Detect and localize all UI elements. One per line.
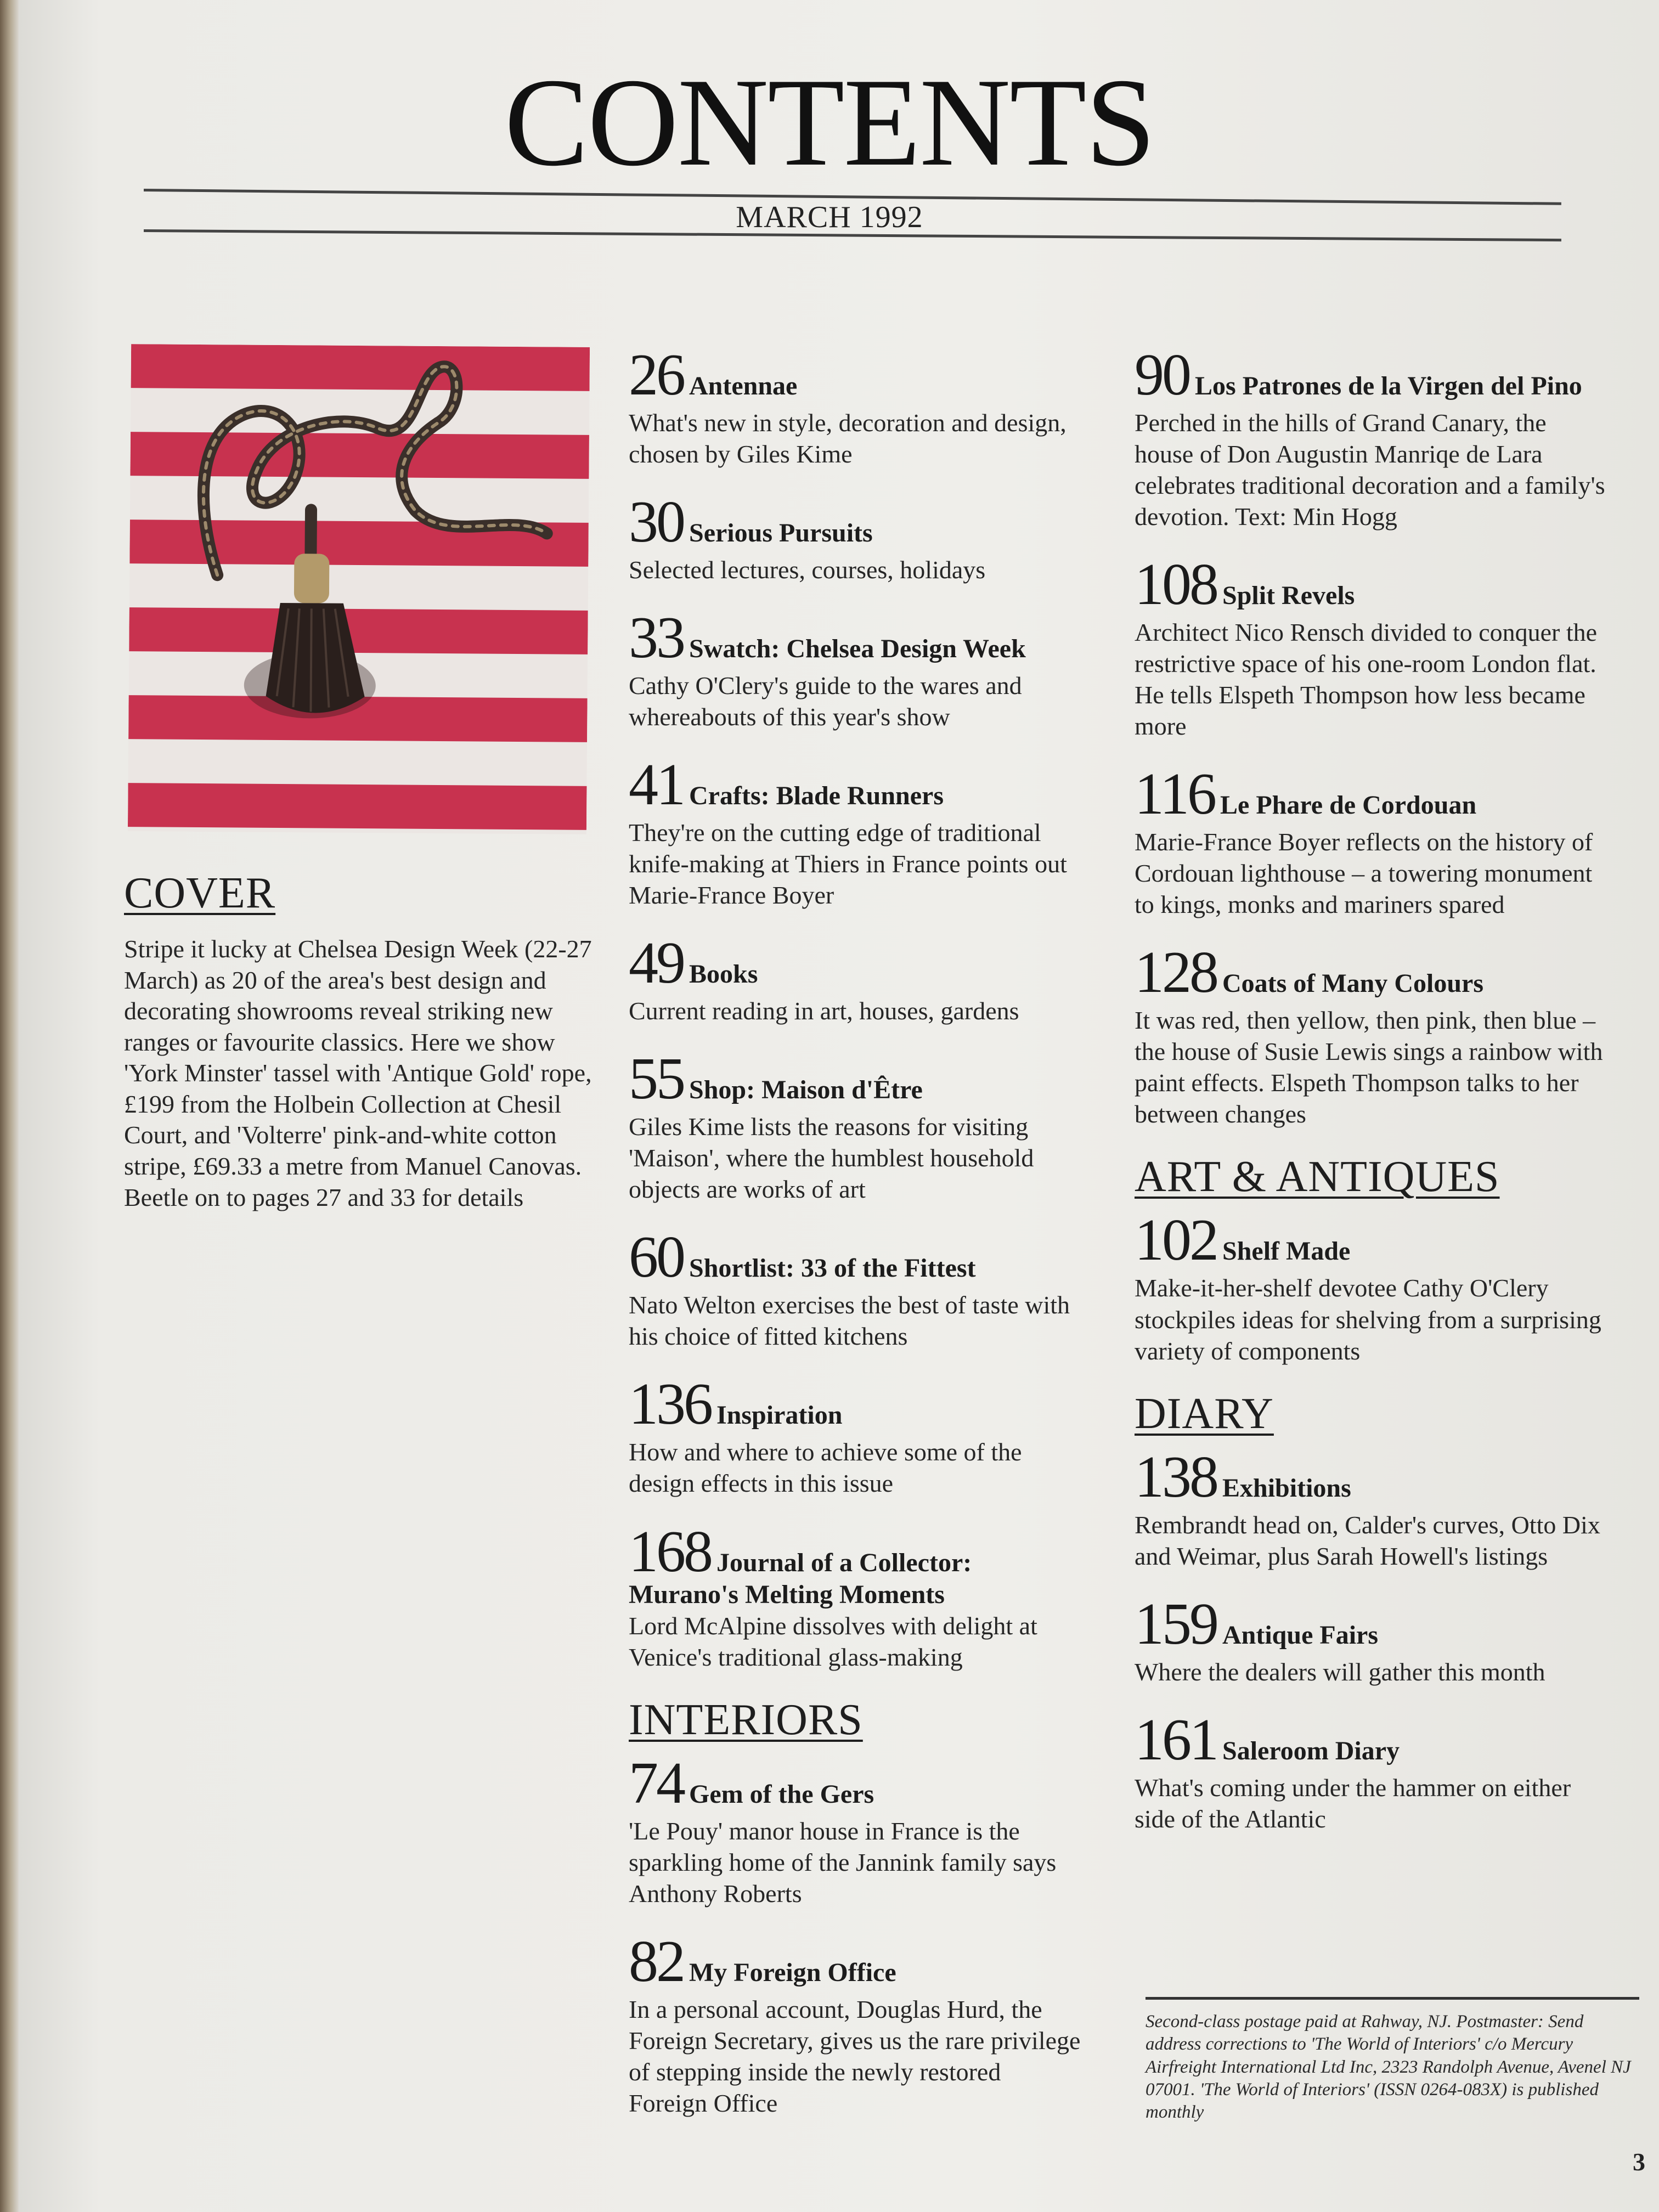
- page-number-ref: 33: [629, 605, 684, 671]
- entry-description: 'Le Pouy' manor house in France is the sparkling home of the Jannink family says Anthony Roberts: [629, 1816, 1057, 1908]
- page-number-ref: 136: [629, 1372, 711, 1437]
- entry-heading: [629, 1046, 1084, 1112]
- contents-entry: [629, 1224, 1084, 1352]
- entry-title: Antique Fairs: [1222, 1620, 1379, 1650]
- contents-entry: [629, 342, 1084, 470]
- postage-footnote: Second-class postage paid at Rahway, NJ. Postmaster: Send address corrections to 'The World of Interiors' c/o Mercury Airfreight International Ltd Inc, 2323 Randolph Avenue, Avenel NJ 07001. 'The World of Interiors' (ISSN 0264-083X) is published monthly: [1146, 1997, 1639, 2124]
- entry-description: Where the dealers will gather this month: [1135, 1657, 1545, 1686]
- contents-entry: [1135, 1444, 1606, 1572]
- entry-title: Books: [689, 960, 758, 989]
- entry-title: Shortlist: 33 of the Fittest: [689, 1254, 976, 1283]
- entry-title: Coats of Many Colours: [1222, 969, 1483, 998]
- entry-description: Giles Kime lists the reasons for visiting 'Maison', where the humblest household objects are works of art: [629, 1113, 1034, 1204]
- entry-title: Journal of a Collector: Murano's Melting Moments: [629, 1548, 972, 1609]
- entry-description: Selected lectures, courses, holidays: [629, 556, 986, 584]
- page-spine: [0, 0, 19, 2212]
- page-number-ref: 26: [629, 342, 684, 408]
- entry-heading: [629, 489, 1084, 555]
- red-stripe: [129, 607, 588, 654]
- contents-entry: [629, 489, 1084, 585]
- contents-entry: [629, 1519, 1084, 1673]
- contents-entry: [1135, 1591, 1606, 1688]
- entry-title: Swatch: Chelsea Design Week: [689, 634, 1026, 664]
- entry-description: Nato Welton exercises the best of taste with his choice of fitted kitchens: [629, 1291, 1070, 1351]
- page-number: 3: [1633, 2148, 1645, 2176]
- houses-list: [1135, 342, 1606, 1130]
- entry-description: Cathy O'Clery's guide to the wares and whereabouts of this year's show: [629, 672, 1022, 731]
- entry-title: Crafts: Blade Runners: [689, 781, 944, 811]
- page-number-ref: 102: [1135, 1207, 1217, 1273]
- entry-heading: [629, 1372, 1084, 1437]
- page-number-ref: 30: [629, 489, 684, 555]
- diary-heading: DIARY: [1135, 1389, 1274, 1438]
- entry-heading: [629, 752, 1084, 818]
- contents-column-2: [629, 342, 1084, 2142]
- page-title: CONTENTS: [504, 52, 1155, 192]
- entry-title: Shelf Made: [1222, 1237, 1351, 1266]
- entry-heading: [629, 605, 1084, 671]
- contents-entry: [629, 1928, 1084, 2119]
- entry-description: What's coming under the hammer on either side of the Atlantic: [1135, 1773, 1571, 1833]
- diary-list: [1135, 1444, 1606, 1835]
- entry-title: Exhibitions: [1222, 1473, 1351, 1503]
- contents-entry: [629, 752, 1084, 911]
- entry-description: Rembrandt head on, Calder's curves, Otto Dix and Weimar, plus Sarah Howell's listings: [1135, 1510, 1600, 1570]
- page-number-ref: 138: [1135, 1444, 1217, 1510]
- contents-column-3: [1135, 342, 1606, 1858]
- features-list: [629, 342, 1084, 1673]
- entry-heading: [1135, 1207, 1606, 1273]
- entry-heading: [1135, 1444, 1606, 1510]
- page-number-ref: 161: [1135, 1707, 1217, 1773]
- entry-heading: [1135, 552, 1606, 618]
- red-stripe: [128, 783, 587, 830]
- page-number-ref: 49: [629, 930, 684, 996]
- entry-heading: [629, 1224, 1084, 1290]
- cover-section: [124, 869, 596, 1213]
- page-number-ref: 41: [629, 752, 684, 818]
- contents-entry: [1135, 552, 1606, 742]
- entry-heading: [629, 1519, 1084, 1609]
- contents-entry: [629, 930, 1084, 1026]
- entry-title: Inspiration: [716, 1401, 843, 1430]
- page-number-ref: 90: [1135, 342, 1189, 408]
- entry-description: Marie-France Boyer reflects on the history of Cordouan lighthouse – a towering monument to kings, monks and mariners spared: [1135, 828, 1593, 919]
- red-stripe: [131, 344, 590, 391]
- entry-title: My Foreign Office: [689, 1957, 896, 1987]
- entry-heading: [629, 1928, 1084, 1994]
- entry-description: What's new in style, decoration and design, chosen by Giles Kime: [629, 409, 1066, 469]
- entry-description: Perched in the hills of Grand Canary, the house of Don Augustin Manriqe de Lara celebrates traditional decoration and a family's devotion. Text: Min Hogg: [1135, 409, 1605, 531]
- entry-heading: [1135, 1591, 1606, 1657]
- entry-title: Serious Pursuits: [689, 518, 873, 548]
- contents-entry: [629, 1750, 1084, 1909]
- entry-title: Split Revels: [1222, 581, 1355, 611]
- interiors-list: [629, 1750, 1084, 2119]
- contents-entry: [1135, 1707, 1606, 1835]
- entry-description: Architect Nico Rensch divided to conquer the restrictive space of his one-room London flat. He tells Elspeth Thompson how less became more: [1135, 618, 1598, 741]
- entry-heading: [1135, 1707, 1606, 1773]
- contents-entry: [1135, 342, 1606, 532]
- contents-entry: [629, 1372, 1084, 1499]
- art-antiques-list: [1135, 1207, 1606, 1366]
- entry-title: Le Phare de Cordouan: [1220, 791, 1477, 820]
- entry-description: How and where to achieve some of the design effects in this issue: [629, 1438, 1022, 1498]
- entry-description: In a personal account, Douglas Hurd, the Foreign Secretary, gives us the rare privilege of stepping inside the newly restored Foreign Office: [629, 1995, 1081, 2117]
- issue-date: MARCH 1992: [736, 200, 923, 234]
- entry-heading: [629, 1750, 1084, 1816]
- entry-description: They're on the cutting edge of traditional knife-making at Thiers in France points out Marie-France Boyer: [629, 819, 1067, 910]
- entry-heading: [1135, 761, 1606, 827]
- entry-heading: [629, 342, 1084, 408]
- entry-title: Shop: Maison d'Être: [689, 1075, 923, 1105]
- entry-title: Saleroom Diary: [1222, 1736, 1400, 1765]
- entry-title: Antennae: [689, 371, 798, 400]
- interiors-heading: INTERIORS: [629, 1695, 863, 1744]
- entry-description: It was red, then yellow, then pink, then blue – the house of Susie Lewis sings a rainbow with paint effects. Elspeth Thompson talks to her between changes: [1135, 1006, 1603, 1128]
- contents-entry: [1135, 1207, 1606, 1366]
- contents-entry: [1135, 940, 1606, 1130]
- page-number-ref: 168: [629, 1519, 711, 1584]
- cover-description: Stripe it lucky at Chelsea Design Week (22-27 March) as 20 of the area's best design and decorating showrooms reveal striking new ranges or favourite classics. Here we show 'York Minster' tassel with 'Antique Gold' rope, £199 from the Holbein Collection at Chesil Court, and 'Volterre' pink-and-white cotton stripe, £69.33 a metre from Manuel Canovas. Beetle on to pages 27 and 33 for details: [124, 935, 592, 1211]
- art-antiques-heading: ART & ANTIQUES: [1135, 1153, 1500, 1201]
- page-number-ref: 82: [629, 1928, 684, 1994]
- contents-entry: [629, 605, 1084, 732]
- entry-heading: [629, 930, 1084, 996]
- page-number-ref: 60: [629, 1224, 684, 1290]
- entry-heading: [1135, 342, 1606, 408]
- page-number-ref: 74: [629, 1750, 684, 1816]
- entry-title: Gem of the Gers: [689, 1779, 874, 1809]
- cover-photo: [128, 344, 590, 834]
- entry-title: Los Patrones de la Virgen del Pino: [1195, 371, 1582, 400]
- page-number-ref: 108: [1135, 552, 1217, 618]
- page-number-ref: 128: [1135, 940, 1217, 1006]
- cover-heading: COVER: [124, 869, 276, 917]
- entry-heading: [1135, 940, 1606, 1006]
- entry-description: Make-it-her-shelf devotee Cathy O'Clery stockpiles ideas for shelving from a surprising variety of components: [1135, 1274, 1601, 1365]
- page-number-ref: 116: [1135, 761, 1215, 827]
- entry-description: Lord McAlpine dissolves with delight at Venice's traditional glass-making: [629, 1611, 1037, 1671]
- page-number-ref: 159: [1135, 1591, 1217, 1657]
- contents-entry: [1135, 761, 1606, 920]
- red-stripe: [130, 432, 589, 479]
- entry-description: Current reading in art, houses, gardens: [629, 997, 1019, 1025]
- page-number-ref: 55: [629, 1046, 684, 1112]
- contents-entry: [629, 1046, 1084, 1205]
- tassel-gold-cap: [294, 554, 330, 603]
